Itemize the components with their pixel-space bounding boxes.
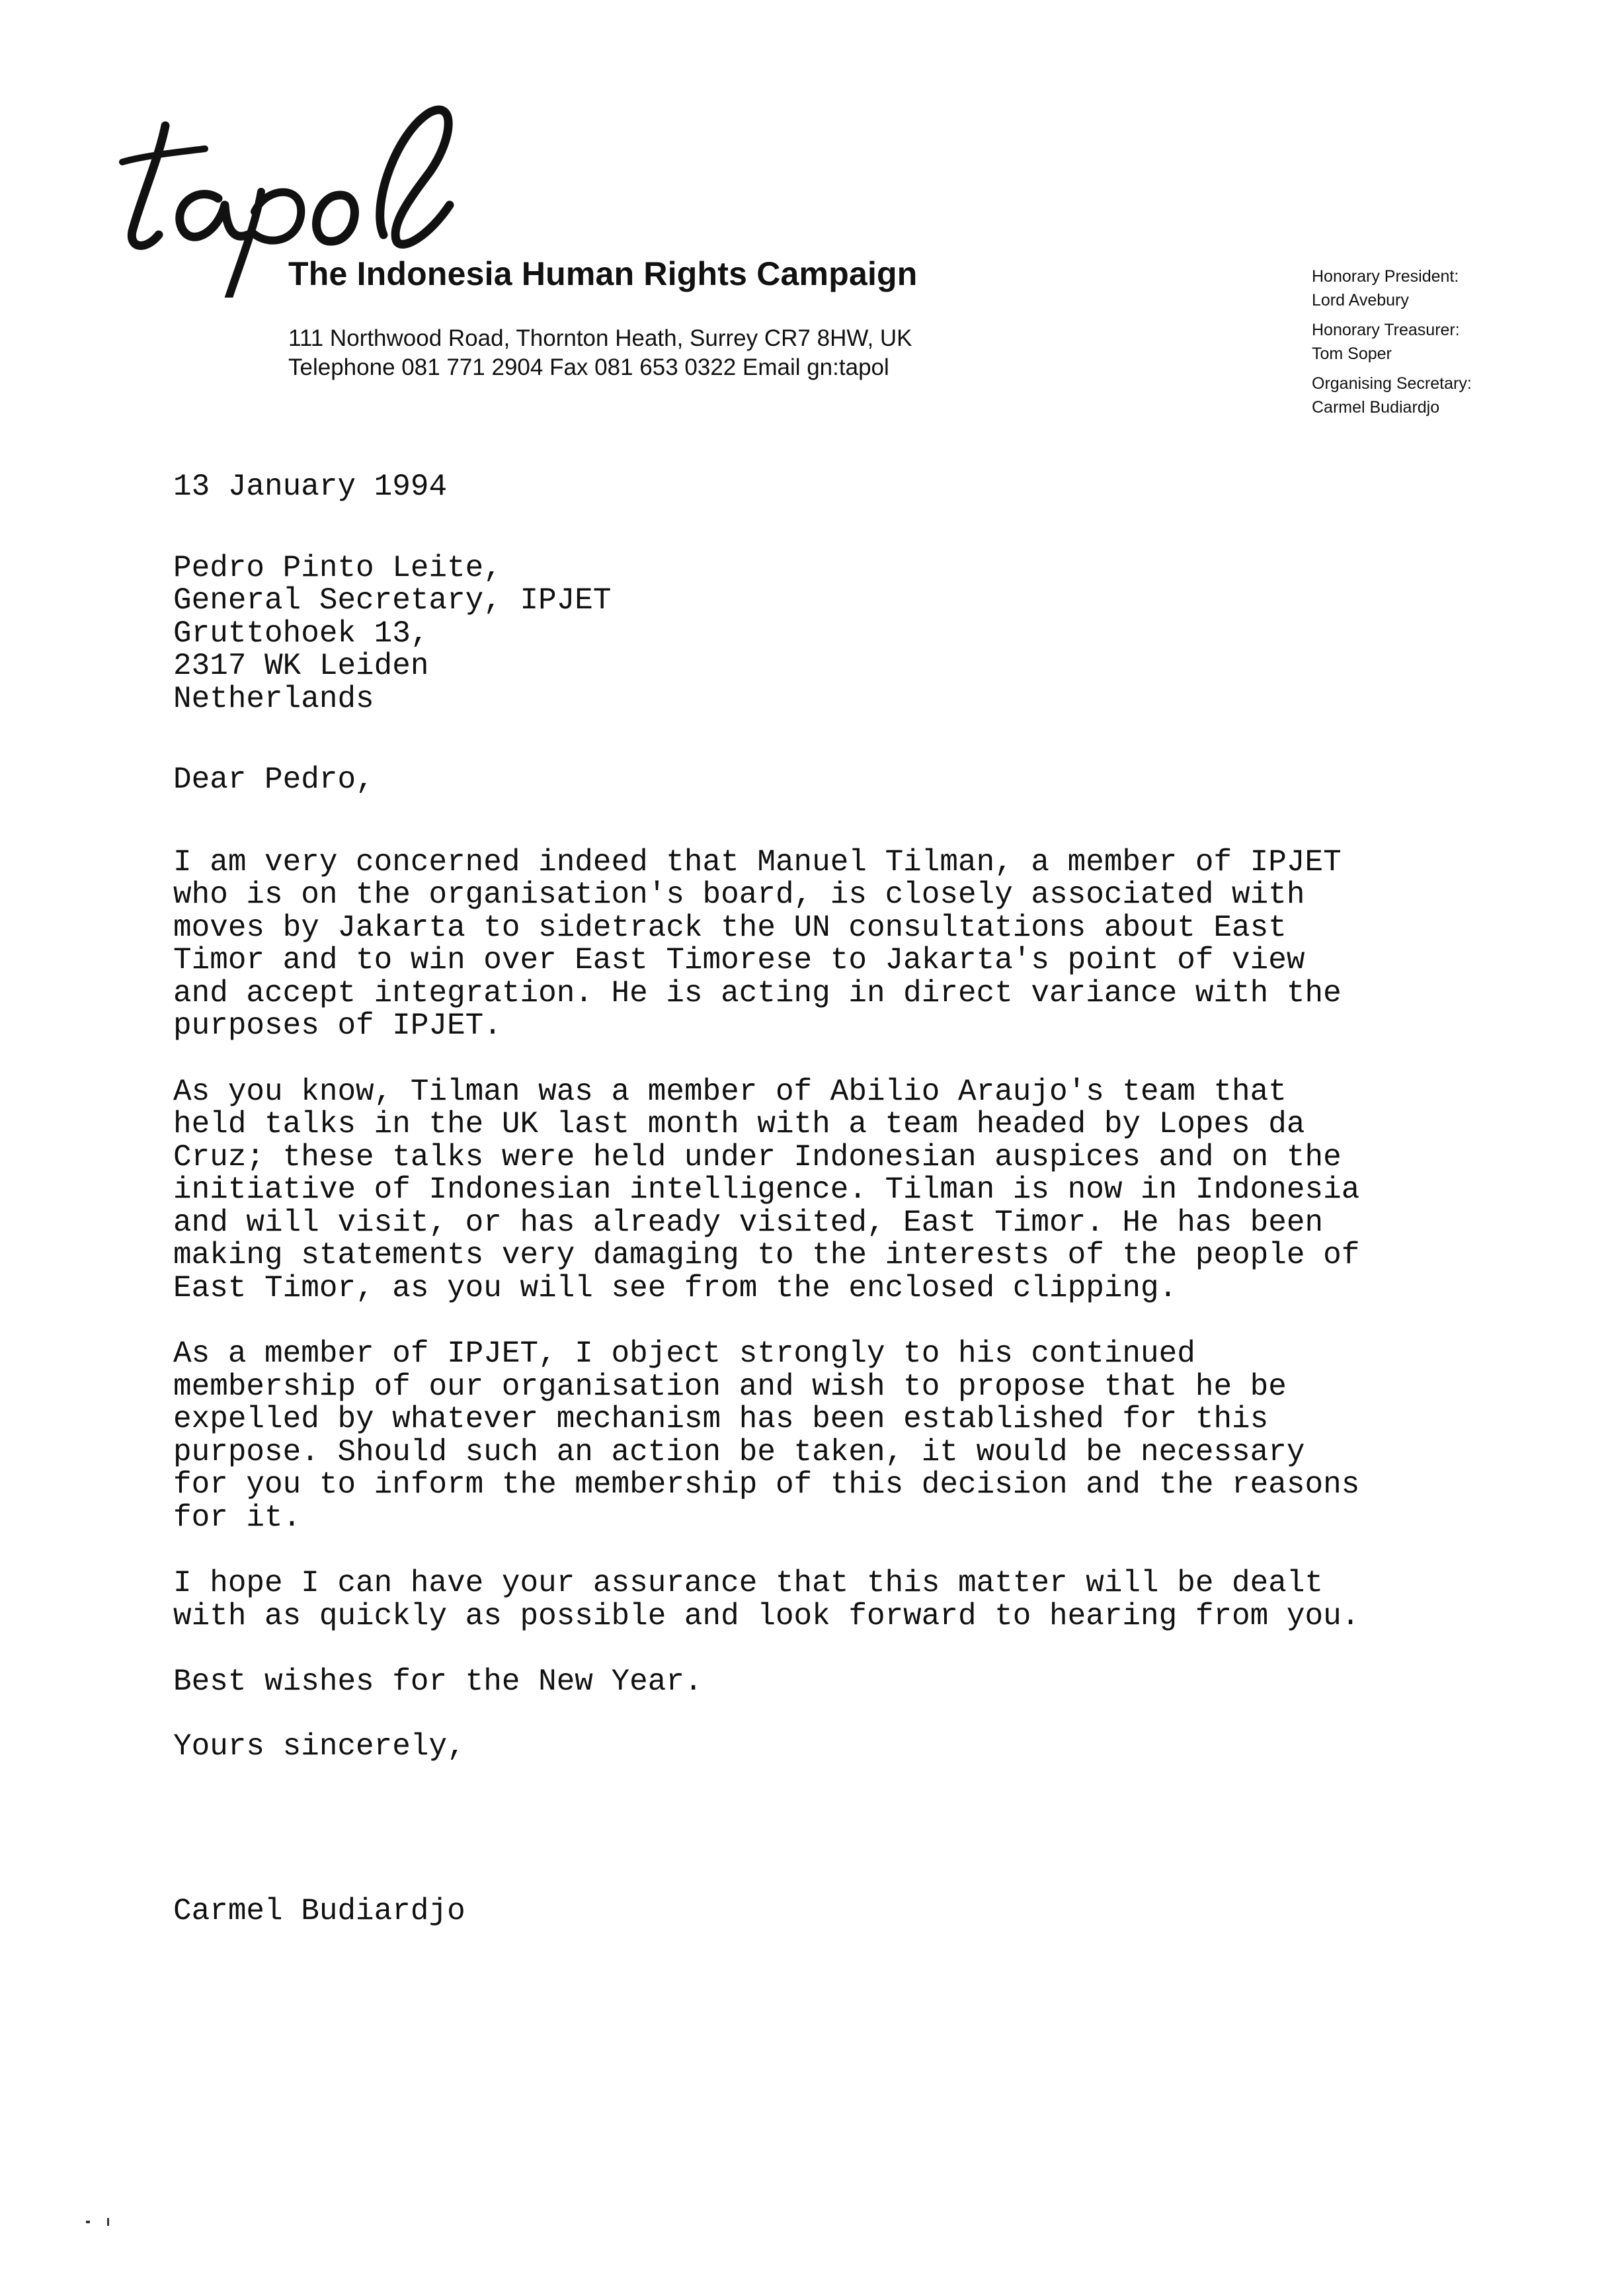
- text-line: with as quickly as possible and look forward to hearing from you.: [173, 1598, 1360, 1633]
- text-line: for you to inform the membership of this decision and the reasons: [173, 1467, 1360, 1502]
- officer-name: Carmel Budiardjo: [1312, 398, 1440, 417]
- officers-list: [1312, 265, 1472, 425]
- closing-wishes: Best wishes for the New Year.: [173, 1664, 703, 1699]
- officer-name: Lord Avebury: [1312, 291, 1409, 309]
- text-line: and will visit, or has already visited, East Timor. He has been: [173, 1205, 1324, 1240]
- text-line: for it.: [173, 1500, 302, 1535]
- letter-body: [173, 471, 1496, 1928]
- text-line: I am very concerned indeed that Manuel Tilman, a member of IPJET: [173, 844, 1342, 880]
- scan-speck: [107, 2218, 109, 2226]
- contact-line: Telephone 081 771 2904 Fax 081 653 0322 Email gn:tapol: [288, 354, 889, 380]
- text-line: moves by Jakarta to sidetrack the UN consultations about East: [173, 910, 1287, 945]
- recipient-line: General Secretary, IPJET: [173, 583, 612, 618]
- officer-name: Tom Soper: [1312, 345, 1392, 363]
- scan-speck: [86, 2221, 90, 2223]
- organisation-address: [288, 324, 912, 382]
- officer-role: Honorary Treasurer:: [1312, 321, 1460, 339]
- salutation: Dear Pedro,: [173, 762, 374, 797]
- address-line: 111 Northwood Road, Thornton Heath, Surrey CR7 8HW, UK: [288, 325, 912, 351]
- text-line: As you know, Tilman was a member of Abilio Araujo's team that: [173, 1074, 1287, 1109]
- officer-treasurer: [1312, 318, 1472, 366]
- recipient-line: Pedro Pinto Leite,: [173, 550, 502, 585]
- paragraph-1: [173, 846, 1496, 1043]
- paragraph-2: [173, 1076, 1496, 1305]
- officer-role: Organising Secretary:: [1312, 374, 1472, 393]
- officer-role: Honorary President:: [1312, 267, 1459, 286]
- closing: Yours sincerely,: [173, 1729, 465, 1764]
- organisation-name: The Indonesia Human Rights Campaign: [288, 255, 918, 292]
- text-line: I hope I can have your assurance that this matter will be dealt: [173, 1566, 1324, 1600]
- officer-secretary: [1312, 372, 1472, 419]
- paragraph-3: [173, 1338, 1496, 1534]
- officer-president: [1312, 265, 1472, 312]
- text-line: making statements very damaging to the interests of the people of: [173, 1238, 1360, 1272]
- text-line: As a member of IPJET, I object strongly to his continued: [173, 1336, 1195, 1371]
- text-line: who is on the organisation's board, is closely associated with: [173, 878, 1305, 912]
- text-line: Cruz; these talks were held under Indonesian auspices and on the: [173, 1139, 1342, 1174]
- signature-space: [173, 1763, 1496, 1895]
- text-line: East Timor, as you will see from the enclosed clipping.: [173, 1270, 1178, 1305]
- text-line: held talks in the UK last month with a team headed by Lopes da: [173, 1107, 1305, 1141]
- text-line: expelled by whatever mechanism has been established for this: [173, 1402, 1269, 1436]
- signatory-name: Carmel Budiardjo: [173, 1894, 465, 1928]
- text-line: purpose. Should such an action be taken, it would be necessary: [173, 1434, 1305, 1469]
- recipient-address: [173, 552, 1496, 716]
- text-line: Timor and to win over East Timorese to Jakarta's point of view: [173, 943, 1305, 977]
- text-line: and accept integration. He is acting in direct variance with the: [173, 975, 1342, 1010]
- letter-date: 13 January 1994: [173, 470, 448, 504]
- recipient-line: 2317 WK Leiden: [173, 649, 429, 683]
- recipient-line: Netherlands: [173, 681, 374, 716]
- text-line: membership of our organisation and wish to propose that he be: [173, 1369, 1287, 1404]
- text-line: initiative of Indonesian intelligence. Tilman is now in Indonesia: [173, 1172, 1360, 1207]
- text-line: purposes of IPJET.: [173, 1008, 502, 1043]
- recipient-line: Gruttohoek 13,: [173, 616, 429, 651]
- paragraph-4: [173, 1567, 1496, 1633]
